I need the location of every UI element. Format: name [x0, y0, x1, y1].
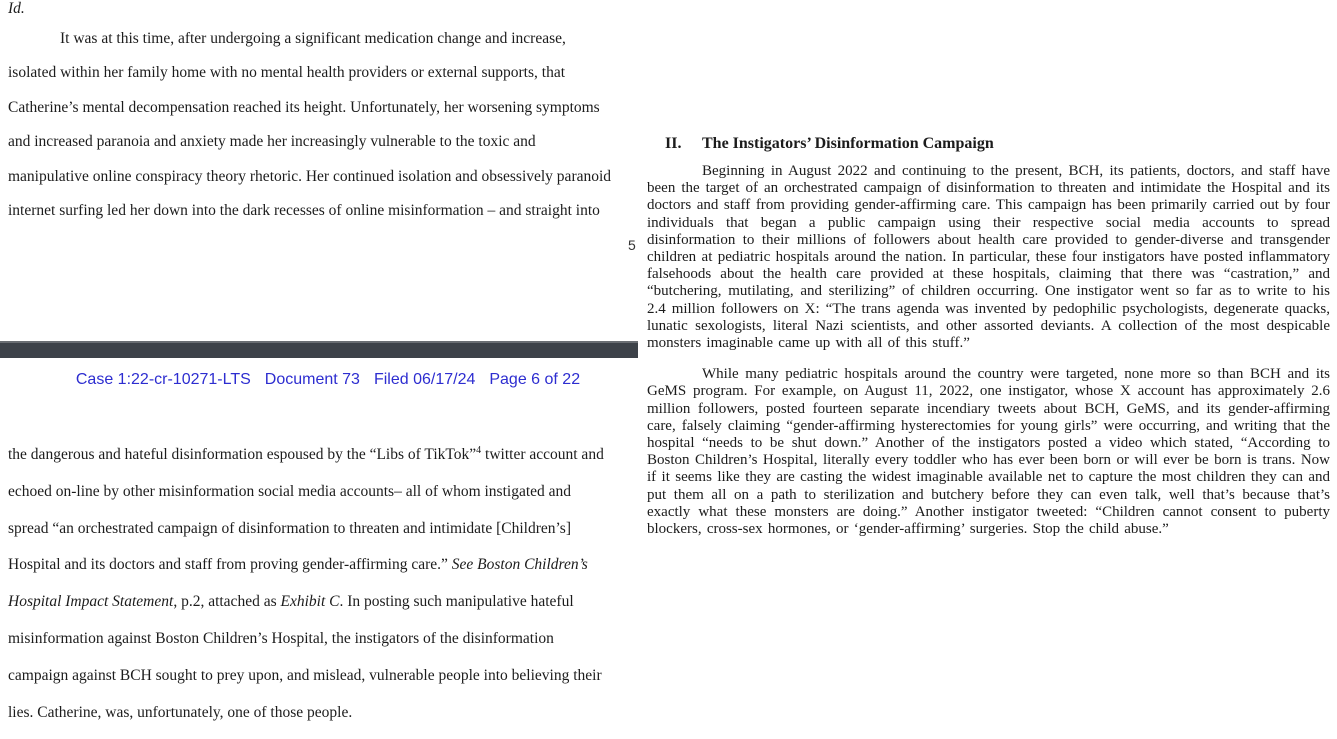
document-line: It was at this time, after undergoing a significant medication change and increase, [60, 30, 566, 47]
case-stamp [0, 371, 656, 389]
stamp-filed-date: Filed 06/17/24 [373, 371, 476, 388]
paragraph-disinformation-campaign: Beginning in August 2022 and continuing to the present, BCH, its patients, doctors, and staff have been the target of an orchestrated campaign of disinformation to threaten and intimidate the Hospital and its doctors and staff from providing gender-affirming care. This campaign has been primarily carried out by four individuals that began a public campaign using their respective social media accounts to spread disinformation to their millions of followers about health care provided to gender-diverse and transgender children at pediatric hospitals around the nation. In particular, these four instigators have posted inflammatory falsehoods about the health care provided at these hospitals, claiming that there was “castration,” and “butchering, mutilating, and sterilizing” of children occurring. One instigator went so far as to write to his 2.4 million followers on X: “The trans agenda was invented by pedophilic psychologists, degenerate quacks, lunatic sexologists, literal Nazi scientists, and other assorted deviants. A collection of the most despicable monsters imaginable came up with all of this stuff.” [647, 163, 1330, 352]
document-line: echoed on-line by other misinformation social media accounts– all of whom instigated and [8, 482, 572, 500]
stamp-case-number: Case 1:22-cr-10271-LTS [75, 371, 251, 388]
id-citation: Id. [8, 0, 25, 17]
document-line: Catherine’s mental decompensation reached its height. Unfortunately, her worsening symptoms [8, 98, 600, 116]
stamp-page-count: Page 6 of 22 [489, 371, 581, 388]
paragraph-bch-targeted: While many pediatric hospitals around the country were targeted, none more so than BCH and its GeMS program. For example, on August 11, 2022, one instigator, whose X account has approximately 2.6 million followers, posted fourteen separate incendiary tweets about BCH, GeMS, and its gender-affirming care, falsely claiming “gender-affirming hysterectomies for young girls” were occurring, and writing that the hospital “needs to be shut down.” Another of the instigators posted a video which stated, “According to Boston Children’s Hospital, literally every toddler who has ever been born or will ever be born is trans. Now if it seems like they are casting the widest imaginable available net to capture the most children they can and put them all on a path to sterilization and butchery before they can even talk, well that’s because that’s exactly what these monsters are doing.” Another instigator tweeted: “Children cannot consent to puberty blockers, cross-sex hormones, or ‘gender-affirming’ surgeries. Stop the child abuse.” [647, 366, 1330, 538]
document-line: Hospital Impact Statement, p.2, attached as Exhibit C. In posting such manipulative hateful [8, 593, 574, 611]
page-separator-bar [0, 341, 638, 358]
stamp-document-number: Document 73 [264, 371, 360, 388]
page6-text-block [8, 437, 658, 731]
document-line: internet surfing led her down into the dark recesses of online misinformation – and straight into [8, 202, 600, 220]
document-line: misinformation against Boston Children’s Hospital, the instigators of the disinformation [8, 629, 554, 647]
document-line: manipulative online conspiracy theory rhetoric. Her continued isolation and obsessively paranoid [8, 167, 612, 185]
section-title: The Instigators’ Disinformation Campaign [702, 135, 994, 152]
document-line: campaign against BCH sought to prey upon, and mislead, vulnerable people into believing their [8, 666, 602, 684]
page-number: 5 [628, 237, 636, 253]
page5-text-block [8, 0, 656, 228]
footnote-ref: 4 [476, 444, 482, 456]
document-line: lies. Catherine, was, unfortunately, one of those people. [8, 703, 353, 721]
document-line: the dangerous and hateful disinformation espoused by the “Libs of TikTok”$^4$ twitter account and [8, 444, 604, 463]
document-line: spread “an orchestrated campaign of disinformation to threaten and intimidate [Children’s] [8, 519, 571, 537]
document-line: and increased paranoia and anxiety made her increasingly vulnerable to the toxic and [8, 133, 536, 151]
section-heading [647, 135, 1330, 153]
left-document-pane[interactable] [0, 0, 658, 739]
right-document-pane[interactable] [647, 0, 1337, 739]
section-body [647, 163, 1330, 552]
document-line: isolated within her family home with no mental health providers or external supports, that [8, 64, 566, 82]
section-numeral: II. [665, 135, 682, 152]
document-line: Hospital and its doctors and staff from proving gender-affirming care.” See Boston Children’s [8, 556, 588, 574]
